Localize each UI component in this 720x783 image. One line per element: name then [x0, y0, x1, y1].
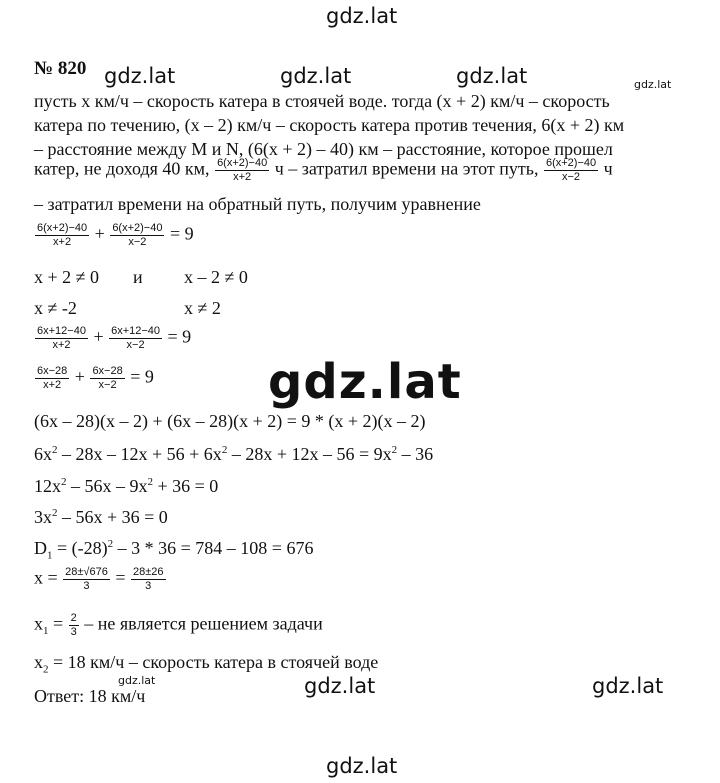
root-x2: $x_2 = 18$ км/ч – скорость катера в стоячей воде	[34, 652, 379, 676]
problem-number: № 820	[34, 58, 87, 79]
condition-and: и	[133, 267, 143, 287]
equation-4: (6x – 28)(x – 2) + (6x – 28)(x + 2) = 9 * (x + 2)(x – 2)	[34, 411, 426, 431]
problem-line-2: катера по течению, (x – 2) км/ч – скорость катера против течения, 6(x + 2) км	[34, 115, 625, 135]
condition-2-right: x ≠ 2	[184, 298, 221, 318]
watermark-bottom-mid: gdz.lat	[304, 674, 376, 698]
equation-7: $3x^2 - 56x + 36 = 0$	[34, 507, 168, 527]
watermark-bottom-left-small: gdz.lat	[118, 674, 156, 687]
watermark-row1-small: gdz.lat	[634, 78, 672, 91]
equation-2: $\frac{6x+12-40}{x+2}$ + $\frac{6x+12-40}{x-2}$ = 9	[37, 325, 192, 351]
condition-2-left: x ≠ -2	[34, 298, 77, 318]
watermark-bottom-right: gdz.lat	[592, 674, 664, 698]
watermark-row1-c: gdz.lat	[456, 64, 528, 88]
problem-line-3: – расстояние между M и N, (6(x + 2) – 40) км – расстояние, которое прошел	[34, 139, 613, 159]
equation-1: $\frac{6(x+2)-40}{x+2}$ + $\frac{6(x+2)-40}{x-2}$ = 9	[37, 222, 194, 248]
condition-1-left: x + 2 ≠ 0	[34, 267, 100, 287]
roots-formula: x = $\frac{28\pm√676}{3}$ = $\frac{28\pm 26}{3}$	[34, 566, 164, 592]
problem-line-5: – затратил времени на обратный путь, получим уравнение	[34, 194, 481, 214]
discriminant: $D_1 = (-28)^2 - 3 * 36 = 784 - 108 = 676$	[34, 538, 314, 562]
equation-3: $\frac{6x-28}{x+2}$ + $\frac{6x-28}{x-2}$ = 9	[37, 365, 154, 391]
watermark-top: gdz.lat	[326, 4, 398, 28]
fraction-time-upstream: $\frac{6(x+2)-40}{x-2}$	[545, 157, 597, 183]
watermark-row1-a: gdz.lat	[104, 64, 176, 88]
equation-5: $6x^2 - 28x - 12x + 56 + 6x^2 - 28x + 12x - 56 = 9x^2 - 36$	[34, 444, 434, 464]
watermark-footer: gdz.lat	[326, 754, 398, 778]
fraction-time-downstream: $\frac{6(x+2)-40}{x+2}$	[217, 157, 268, 183]
problem-line-4: катер, не доходя 40 км, $\frac{6(x+2)-40}{x+2}$ ч – затратил времени на этот путь, $\frac{6(x+2)-40}{x-2}$ ч	[34, 157, 613, 183]
watermark-row1-b: gdz.lat	[280, 64, 352, 88]
watermark-center: gdz.lat	[268, 354, 462, 410]
problem-line-1: пусть x км/ч – скорость катера в стоячей воде. тогда (x + 2) км/ч – скорость	[34, 91, 610, 111]
root-x1: $x_1$ = $\frac{2}{3}$ – не является решением задачи	[34, 612, 323, 638]
answer: Ответ: 18 км/ч	[34, 686, 146, 706]
equation-6: $12x^2 - 56x - 9x^2 + 36 = 0$	[34, 476, 219, 496]
condition-1-right: x – 2 ≠ 0	[184, 267, 248, 287]
